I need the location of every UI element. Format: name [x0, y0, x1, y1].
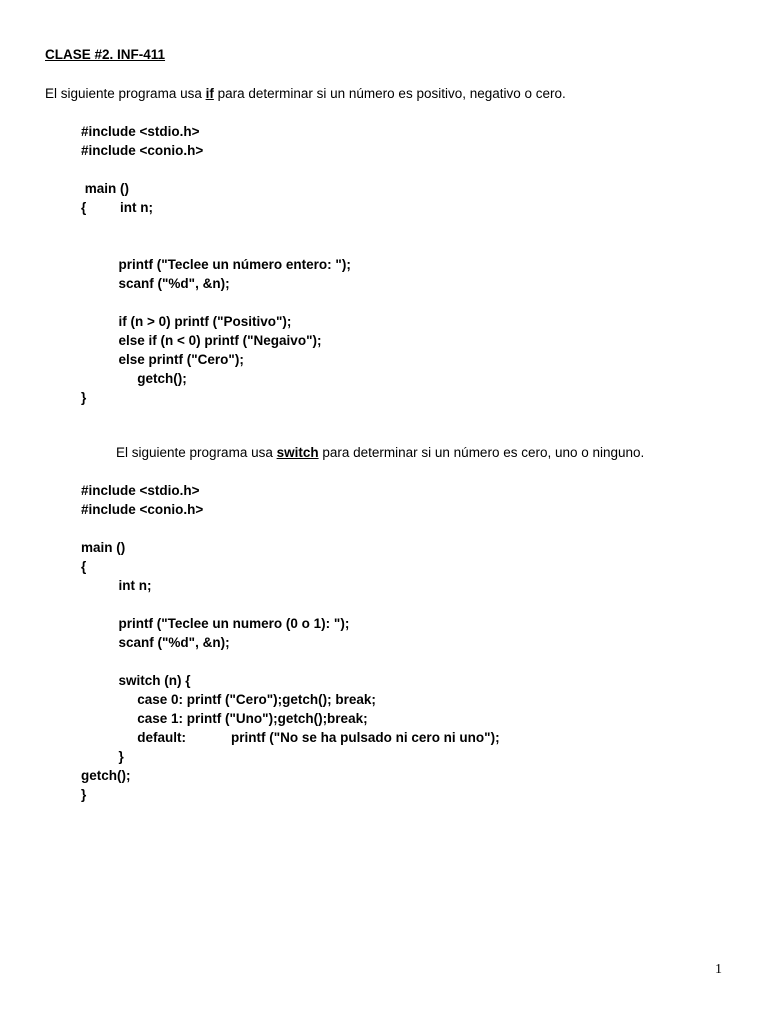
code-line: main ()	[81, 540, 126, 555]
code-line: getch();	[81, 371, 187, 386]
code-line: scanf ("%d", &n);	[81, 276, 230, 291]
code-line: main ()	[81, 181, 130, 196]
intro-if-text-after: para determinar si un número es positivo, negativo o cero.	[213, 86, 566, 101]
intro-switch-paragraph	[116, 445, 644, 460]
code-line: { int n;	[81, 200, 153, 215]
code-block-switch-program	[81, 481, 500, 804]
code-line: getch();	[81, 768, 131, 783]
code-line: scanf ("%d", &n);	[81, 635, 230, 650]
intro-switch-keyword: switch	[276, 445, 319, 460]
code-line: #include <conio.h>	[81, 502, 204, 517]
code-line	[81, 519, 500, 538]
code-line: printf ("Teclee un numero (0 o 1): ");	[81, 616, 350, 631]
code-line: default: printf ("No se ha pulsado ni cero ni uno");	[81, 730, 500, 745]
code-line	[81, 217, 351, 236]
code-line: printf ("Teclee un número entero: ");	[81, 257, 351, 272]
code-line: #include <stdio.h>	[81, 483, 200, 498]
code-line: #include <conio.h>	[81, 143, 204, 158]
intro-switch-text-after: para determinar si un número es cero, uno o ninguno.	[318, 445, 645, 460]
code-line: if (n > 0) printf ("Positivo");	[81, 314, 292, 329]
code-line	[81, 652, 500, 671]
code-line: }	[81, 787, 87, 802]
code-line: case 0: printf ("Cero");getch(); break;	[81, 692, 376, 707]
code-line: int n;	[81, 578, 152, 593]
intro-switch-text-before: El siguiente programa usa	[116, 445, 277, 460]
code-line	[81, 160, 351, 179]
intro-if-paragraph	[45, 86, 566, 101]
code-line: else printf ("Cero");	[81, 352, 244, 367]
code-line: switch (n) {	[81, 673, 191, 688]
code-line: }	[81, 749, 124, 764]
code-line: #include <stdio.h>	[81, 124, 200, 139]
code-line	[81, 293, 351, 312]
code-line: else if (n < 0) printf ("Negaivo");	[81, 333, 322, 348]
code-line: {	[81, 559, 87, 574]
page-number: 1	[715, 962, 722, 977]
intro-if-keyword: if	[205, 86, 214, 101]
document-heading: CLASE #2. INF-411	[45, 47, 166, 62]
code-block-if-program	[81, 122, 351, 407]
code-line	[81, 595, 500, 614]
code-line: case 1: printf ("Uno");getch();break;	[81, 711, 368, 726]
code-line	[81, 236, 351, 255]
code-line: }	[81, 390, 87, 405]
intro-if-text-before: El siguiente programa usa	[45, 86, 206, 101]
